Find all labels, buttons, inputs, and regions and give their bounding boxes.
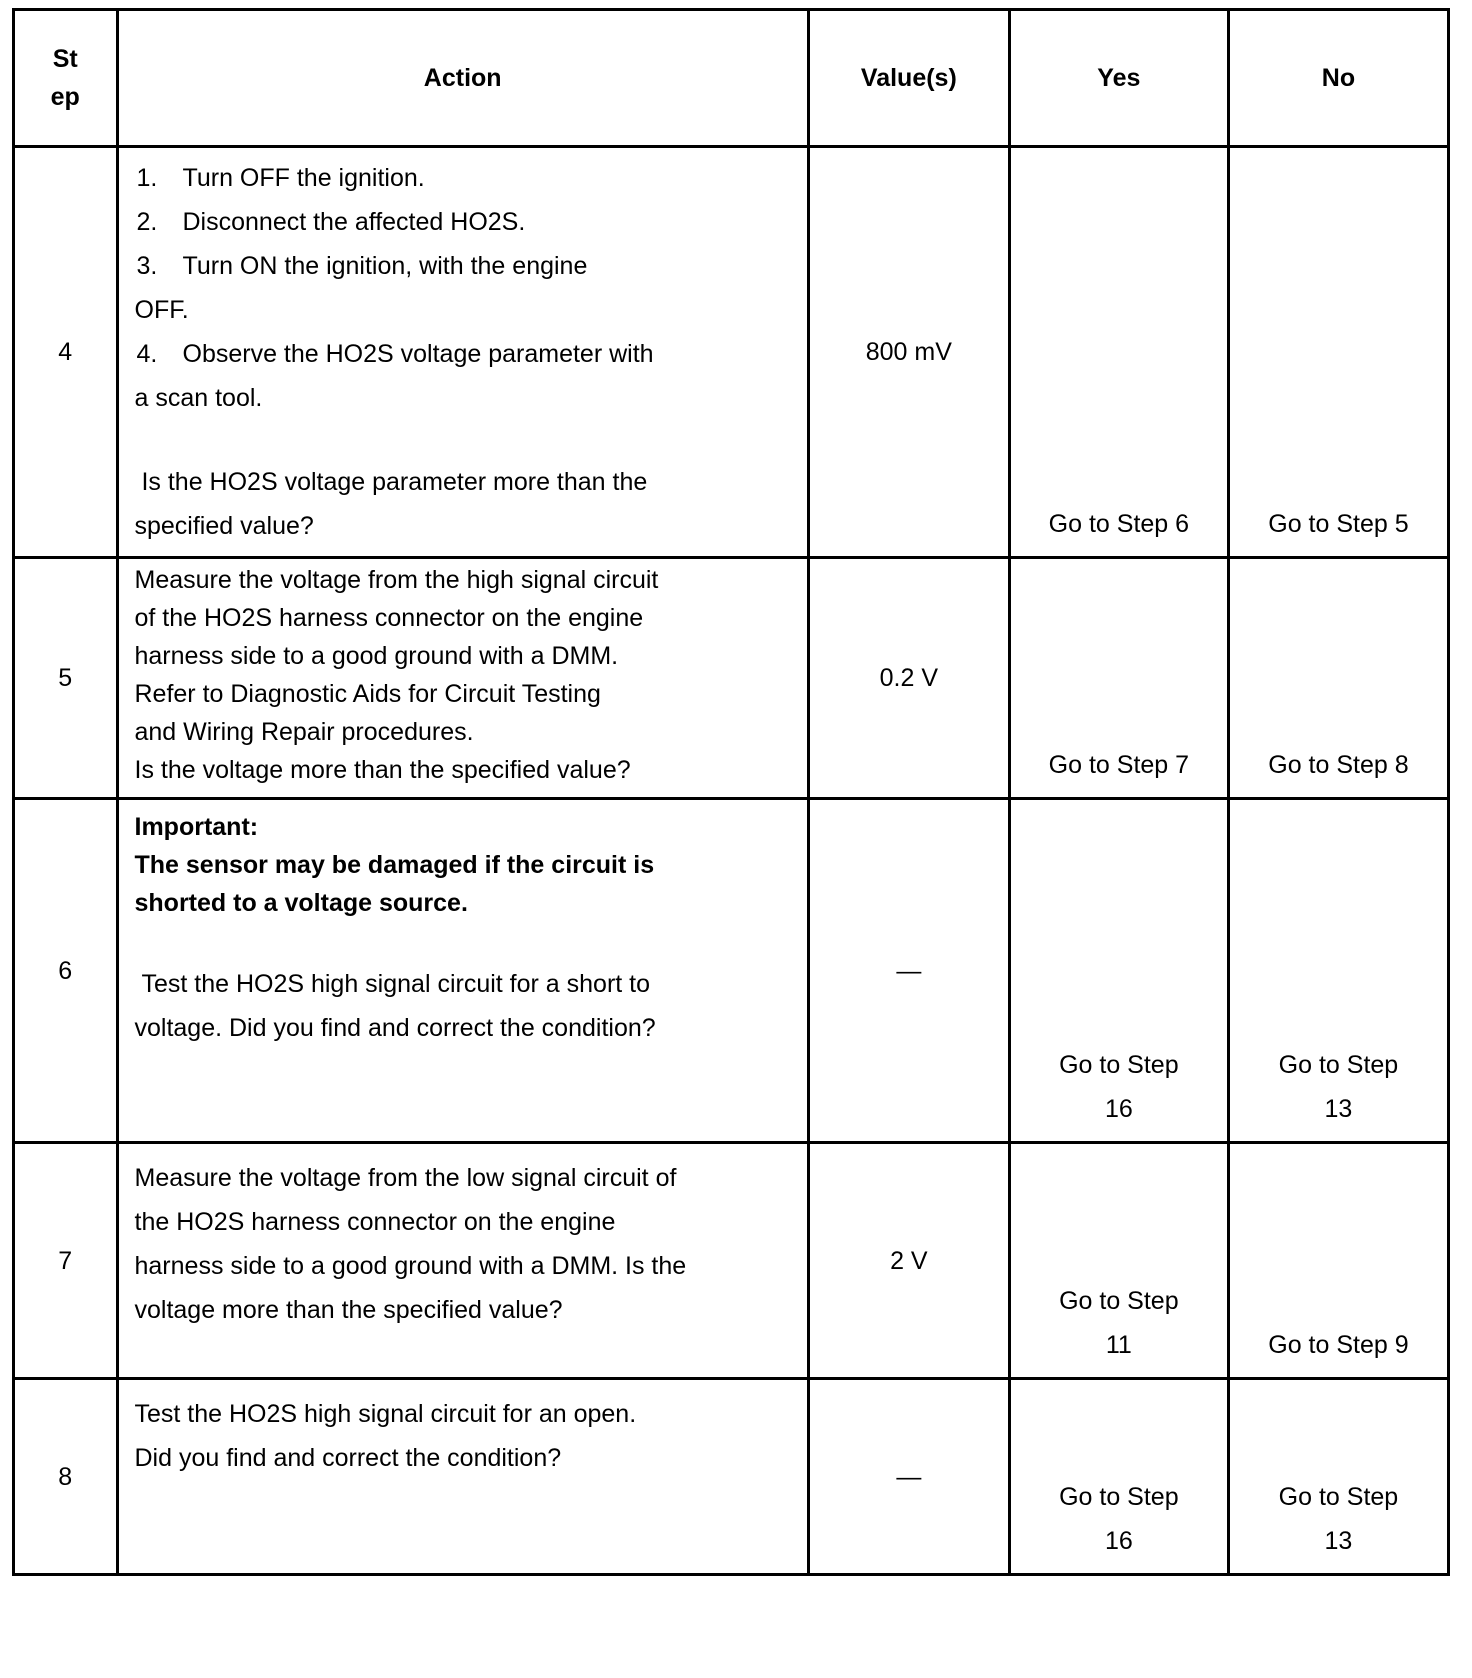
step-number: 5	[14, 558, 118, 799]
header-action: Action	[117, 10, 808, 147]
important-label: Important:	[134, 813, 259, 841]
action-item: 4. Observe the HO2S voltage parameter with	[136, 340, 654, 368]
yes-cell: Go to Step 11	[1009, 1143, 1228, 1379]
diagnostic-steps-table	[12, 8, 1450, 1576]
action-cell	[117, 1143, 808, 1379]
no-cell: Go to Step 13	[1228, 1379, 1448, 1575]
value-cell: 0.2 V	[808, 558, 1009, 799]
action-question: Is the HO2S voltage parameter more than the	[134, 468, 648, 496]
action-text: Is the voltage more than the specified value?	[134, 756, 631, 784]
no-cell: Go to Step 13	[1228, 799, 1448, 1143]
action-text: voltage more than the specified value?	[134, 1296, 563, 1324]
action-cell	[117, 558, 808, 799]
warning-text: shorted to a voltage source.	[134, 889, 468, 917]
step-number: 4	[14, 147, 118, 558]
action-cell	[117, 147, 808, 558]
action-text: Measure the voltage from the high signal circuit	[134, 566, 659, 594]
action-item: 1. Turn OFF the ignition.	[136, 164, 425, 192]
value-cell: 800 mV	[808, 147, 1009, 558]
header-values: Value(s)	[808, 10, 1009, 147]
action-text: and Wiring Repair procedures.	[134, 718, 474, 746]
action-text: the HO2S harness connector on the engine	[134, 1208, 616, 1236]
header-yes: Yes	[1009, 10, 1228, 147]
action-cell	[117, 1379, 808, 1575]
table-row	[14, 1379, 1449, 1575]
action-text: OFF.	[134, 296, 189, 324]
value-cell: 2 V	[808, 1143, 1009, 1379]
step-number: 8	[14, 1379, 118, 1575]
action-cell	[117, 799, 808, 1143]
action-text: Refer to Diagnostic Aids for Circuit Testing	[134, 680, 601, 708]
warning-text: The sensor may be damaged if the circuit is	[134, 851, 655, 879]
action-text: harness side to a good ground with a DMM. Is the	[134, 1252, 687, 1280]
step-number: 7	[14, 1143, 118, 1379]
no-cell: Go to Step 5	[1228, 147, 1448, 558]
table-row	[14, 1143, 1449, 1379]
action-text: Test the HO2S high signal circuit for an open.	[134, 1400, 637, 1428]
header-row	[14, 10, 1449, 147]
yes-cell: Go to Step 7	[1009, 558, 1228, 799]
yes-cell: Go to Step 6	[1009, 147, 1228, 558]
action-text: voltage. Did you find and correct the condition?	[134, 1014, 656, 1042]
no-cell: Go to Step 8	[1228, 558, 1448, 799]
header-no: No	[1228, 10, 1448, 147]
action-text: Measure the voltage from the low signal circuit of	[134, 1164, 677, 1192]
table-row	[14, 558, 1449, 799]
table-row	[14, 147, 1449, 558]
action-text: Did you find and correct the condition?	[134, 1444, 562, 1472]
step-number: 6	[14, 799, 118, 1143]
yes-cell: Go to Step 16	[1009, 1379, 1228, 1575]
action-item: 2. Disconnect the affected HO2S.	[136, 208, 526, 236]
action-text: harness side to a good ground with a DMM.	[134, 642, 619, 670]
table-row	[14, 799, 1449, 1143]
no-cell: Go to Step 9	[1228, 1143, 1448, 1379]
header-step: St ep	[14, 10, 118, 147]
action-text: of the HO2S harness connector on the engine	[134, 604, 644, 632]
action-question: specified value?	[134, 512, 314, 540]
action-text: a scan tool.	[134, 384, 263, 412]
action-text: Test the HO2S high signal circuit for a short to	[134, 970, 651, 998]
action-item: 3. Turn ON the ignition, with the engine	[136, 252, 588, 280]
value-cell: —	[808, 1379, 1009, 1575]
yes-cell: Go to Step 16	[1009, 799, 1228, 1143]
value-cell: —	[808, 799, 1009, 1143]
